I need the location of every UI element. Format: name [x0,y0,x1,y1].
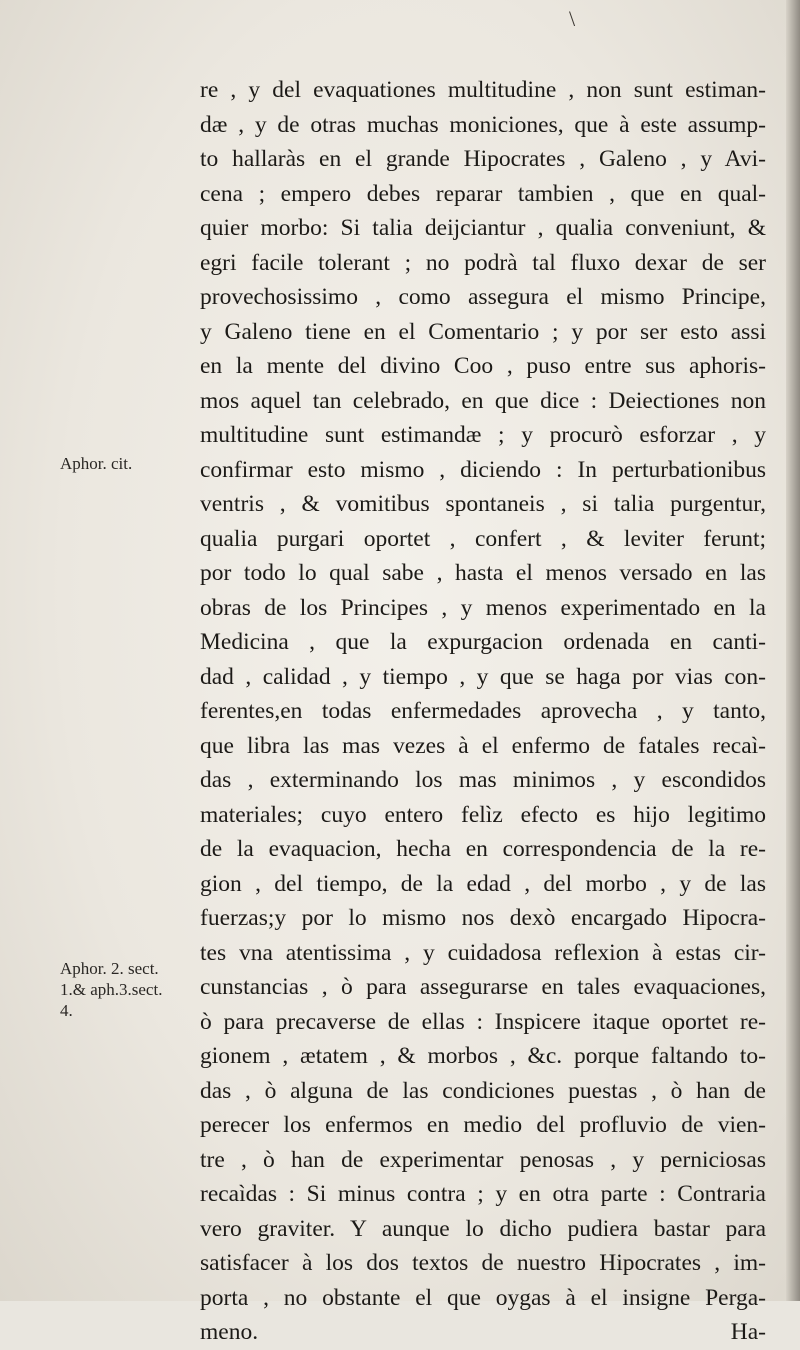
margin-note-aph-sect: 1.& aph.3.sect. [60,980,163,999]
text-line: porta , no obstante el que oygas à el insigne Perga- [200,1284,766,1311]
text-line: cunstancias , ò para assegurarse en tales evaquaciones, [200,974,766,1000]
text-line: mos aquel tan celebrado, en que dice : Deiectiones non [200,387,766,414]
text-line: tes vna atentissima , y cuidadosa reflexion à estas cir- [200,939,766,966]
text-line: das , exterminando los mas minimos , y escondidos [200,767,766,793]
text-line: vero graviter. Y aunque lo dicho pudiera bastar para [200,1215,766,1242]
margin-note-sect-num: 4. [60,1001,73,1020]
text-line: en la mente del divino Coo , puso entre sus aphoris- [200,353,766,379]
text-line: satisfacer à los dos textos de nuestro Hipocrates , im- [200,1250,766,1276]
text-line: egri facile tolerant ; no podrà tal fluxo dexar de ser [200,249,766,276]
page-corner-mark: \ [569,6,576,31]
text-line: obras de los Principes , y menos experimentado en la [200,594,766,621]
text-line: ventris , & vomitibus spontaneis , si talia purgentur, [200,491,766,517]
text-line: ò para precaverse de ellas : Inspicere itaque oportet re- [200,1008,766,1035]
text-line: confirmar esto mismo , diciendo : In perturbationibus [200,456,766,483]
text-line: dæ , y de otras muchas moniciones, que à este assump- [200,111,766,138]
margin-note-aphor-sect: Aphor. 2. sect. [60,959,159,978]
text-line: perecer los enfermos en medio del profluvio de vien- [200,1112,766,1138]
text-line: ferentes,en todas enfermedades aprovecha , y tanto, [200,698,766,724]
margin-note-aphor-cit: Aphor. cit. [60,454,133,473]
text-line: por todo lo qual sabe , hasta el menos versado en las [200,560,766,586]
text-line: que libra las mas vezes à el enfermo de fatales recaì- [200,732,766,759]
text-line: recaìdas : Si minus contra ; y en otra parte : Contraria [200,1181,766,1207]
text-line: das , ò alguna de las condiciones puestas , ò han de [200,1077,766,1104]
text-line: tre , ò han de experimentar penosas , y perniciosas [200,1146,766,1173]
text-line: de la evaquacion, hecha en correspondencia de la re- [200,836,766,862]
text-line: multitudine sunt estimandæ ; y procurò esforzar , y [200,422,766,448]
text-line: meno. Ha- [200,1319,766,1345]
text-line: re , y del evaquationes multitudine , non sunt estiman- [200,77,766,103]
text-line: provechosissimo , como assegura el mismo Principe, [200,284,766,310]
page-gutter-shadow [786,0,800,1301]
text-line: y Galeno tiene en el Comentario ; y por ser esto assi [200,318,766,345]
body-text [200,73,766,1350]
text-line: gionem , ætatem , & morbos , &c. porque faltando to- [200,1043,766,1069]
text-line: to hallaràs en el grande Hipocrates , Galeno , y Avi- [200,146,766,172]
text-line: quier morbo: Si talia deijciantur , qualia conveniunt, & [200,215,766,241]
text-line: cena ; empero debes reparar tambien , que en qual- [200,180,766,207]
text-line: dad , calidad , y tiempo , y que se haga por vias con- [200,663,766,690]
text-line: qualia purgari oportet , confert , & leviter ferunt; [200,525,766,552]
text-line: materiales; cuyo entero felìz efecto es hijo legitimo [200,801,766,828]
text-line: gion , del tiempo, de la edad , del morbo , y de las [200,870,766,897]
text-line: Medicina , que la expurgacion ordenada en canti- [200,629,766,655]
text-line: fuerzas;y por lo mismo nos dexò encargado Hipocra- [200,905,766,931]
